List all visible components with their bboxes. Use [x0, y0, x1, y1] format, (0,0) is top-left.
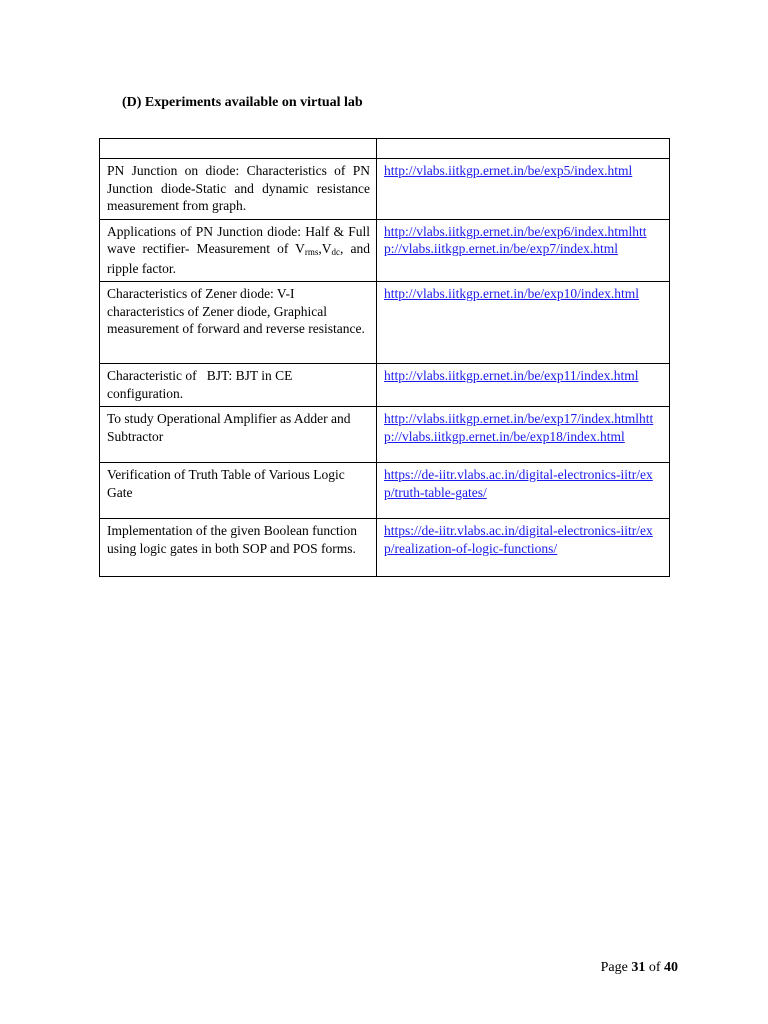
experiment-link-cell: [377, 219, 670, 282]
experiment-link[interactable]: http://vlabs.iitkgp.ernet.in/be/exp6/index.htmlhttp://vlabs.iitkgp.ernet.in/be/exp7/index.html: [384, 223, 647, 256]
table-row: [100, 407, 670, 463]
experiment-link-cell: [377, 159, 670, 220]
table-row: [100, 282, 670, 364]
experiment-link[interactable]: https://de-iitr.vlabs.ac.in/digital-electronics-iitr/exp/realization-of-logic-functions/: [384, 523, 653, 556]
experiment-link-cell: [377, 282, 670, 364]
experiments-table: [99, 138, 670, 577]
experiment-link-cell: [377, 519, 670, 577]
total-page-count: 40: [664, 960, 678, 975]
page-footer: [601, 960, 678, 976]
experiment-description: [100, 364, 377, 407]
table-row: [100, 463, 670, 519]
subscript-rms: rms: [304, 247, 319, 257]
table-row: [100, 159, 670, 220]
experiment-link[interactable]: http://vlabs.iitkgp.ernet.in/be/exp17/index.htmlhttp://vlabs.iitkgp.ernet.in/be/exp18/index.html: [384, 411, 654, 444]
header-cell-link: [377, 139, 670, 159]
table-row: [100, 364, 670, 407]
experiment-description: To study Operational Amplifier as Adder and Subtractor: [100, 407, 377, 463]
description-text: ,V: [318, 241, 332, 256]
subscript-dc: dc: [331, 247, 341, 257]
experiment-link-cell: [377, 463, 670, 519]
experiment-description: Verification of Truth Table of Various Logic Gate: [100, 463, 377, 519]
experiment-link[interactable]: http://vlabs.iitkgp.ernet.in/be/exp11/index.html: [384, 368, 639, 383]
description-text: Characteristic of BJT: BJT in CE configuration.: [107, 368, 296, 401]
experiment-link[interactable]: http://vlabs.iitkgp.ernet.in/be/exp5/index.html: [384, 163, 633, 178]
table-row: [100, 219, 670, 282]
experiment-link[interactable]: https://de-iitr.vlabs.ac.in/digital-electronics-iitr/exp/truth-table-gates/: [384, 467, 653, 500]
section-heading: (D) Experiments available on virtual lab: [122, 95, 363, 110]
experiment-link-cell: [377, 407, 670, 463]
experiment-link-cell: [377, 364, 670, 407]
description-text: Applications of PN Junction diode: Half & Full wave rectifier- Measurement of V: [107, 223, 370, 256]
page-label: Page: [600, 960, 628, 975]
current-page-number: 31: [631, 960, 646, 975]
description-text: , and ripple factor.: [107, 241, 370, 276]
table-header-row: [100, 139, 670, 159]
experiment-description: Implementation of the given Boolean function using logic gates in both SOP and POS forms.: [100, 519, 377, 577]
of-label: of: [648, 960, 661, 975]
experiment-description: PN Junction on diode: Characteristics of PN Junction diode-Static and dynamic resistance measurement from graph.: [100, 159, 377, 220]
experiment-link[interactable]: http://vlabs.iitkgp.ernet.in/be/exp10/index.html: [384, 286, 639, 301]
table-row: [100, 519, 670, 577]
header-cell-experiment: [100, 139, 377, 159]
experiment-description: Characteristics of Zener diode: V-I characteristics of Zener diode, Graphical measurement of forward and reverse resistance.: [100, 282, 377, 364]
experiment-description: [100, 219, 377, 282]
